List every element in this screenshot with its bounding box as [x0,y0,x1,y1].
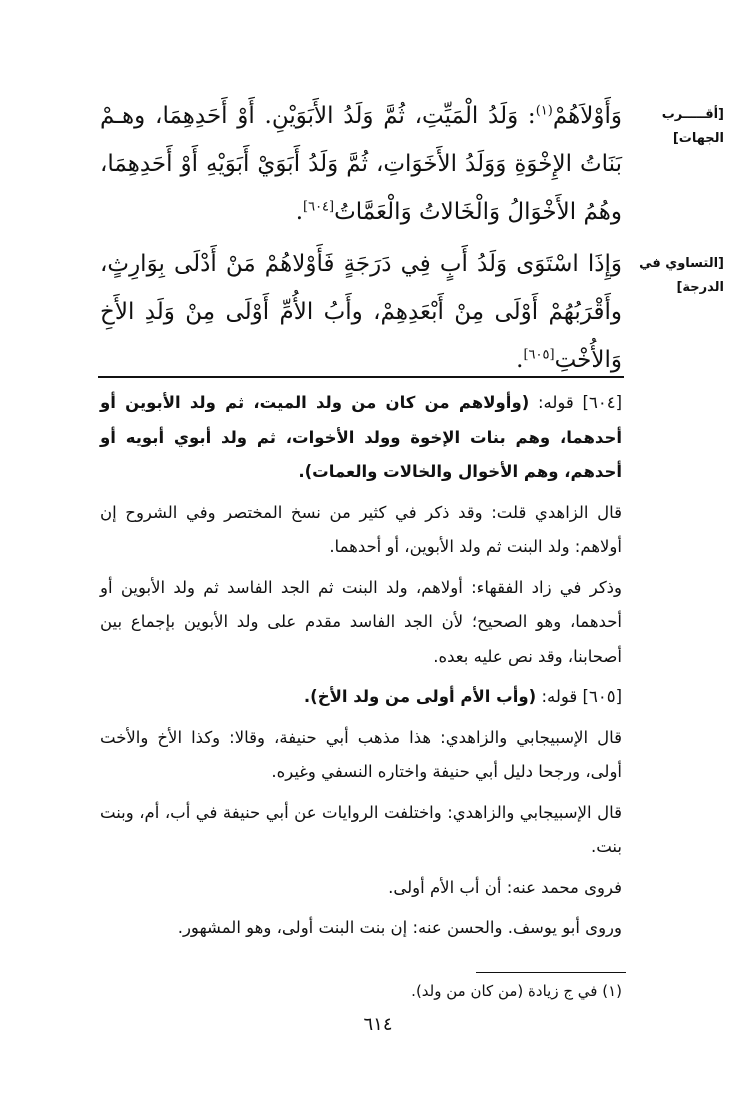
note-label: [٦٠٤] قوله: [537,393,622,412]
main-text-segment: وَأَوْلاَهُمْ [552,103,622,129]
footnote-ref-1: (١) [535,103,553,119]
page-number: ٦١٤ [363,1014,393,1035]
note-605-heading [100,680,622,715]
side-note-equal-degree: [التساوي في الدرجة] [639,256,724,295]
main-text-end: . [516,347,524,373]
note-604-heading [100,386,622,490]
note-ref-604: [٦٠٤] [303,199,335,215]
footnote: (١) في ج زيادة (من كان من ولد). [411,982,622,1000]
note-ref-605: [٦٠٥] [523,347,555,363]
commentary-notes [100,386,622,952]
note-605-para-4: فروى محمد عنه: أن أب الأم أولى. [388,877,622,897]
main-text-segment: وَإِذَا اسْتَوَى وَلَدُ أَبٍ فِي دَرَجَةٍ فَأَوْلاهُمْ مَنْ أَدْلَى بِوَارِثٍ، وأَقْرَبُهُمْ أَوْلَى مِنْ أَبْعَدِهِمْ، وأَبُ الأُمِّ أَوْلَى مِنْ وَلَدِ الأَخِ وَالأُخْتِ [100,251,622,373]
footnote-divider [476,972,626,973]
main-paragraph-2 [100,240,622,384]
side-note-nearest-relatives: [أقـــــرب الجهات] [661,107,724,146]
note-604-para-2: قال الزاهدي قلت: وقد ذكر في كثير من نسخ المختصر وفي الشروح إن أولاهم: ولد البنت ثم ولد الأبوين، أو أحدهما. [100,502,622,556]
main-text-end: . [295,199,304,225]
note-quote: (وأولاهم من كان من ولد الميت، ثم ولد الأبوين أو أحدهما، وهم بنات الإخوة وولد الأخوات، ثم ولد أبوي أبويه أو أحدهم، وهم الأخوال والخالات والعمات). [100,393,622,481]
note-605-para-5: وروى أبو يوسف. والحسن عنه: إن بنت البنت أولى، وهو المشهور. [177,918,622,937]
note-604-para-3: وذكر في زاد الفقهاء: أولاهم، ولد البنت ثم الجد الفاسد ثم ولد الأبوين أو أحدهما، وهو الصحيح؛ لأن الجد الفاسد مقدم على ولد الأبوين بإجماع بين أصحابنا، وقد نص عليه بعده. [100,577,622,666]
note-quote: (وأب الأم أولى من ولد الأخ). [303,687,537,706]
note-label: [٦٠٥] قوله: [541,687,622,706]
section-divider [98,376,624,378]
main-paragraph-1 [100,92,622,236]
note-605-para-3: قال الإسبيجابي والزاهدي: واختلفت الروايات عن أبي حنيفة في أب، أم، وبنت بنت. [100,802,622,856]
main-text-segment: : وَلَدُ الْمَيِّتِ، ثُمَّ وَلَدُ الأَبَوَيْنِ. أَوْ أَحَدِهِمَا، وهـمْ بَنَاتُ الإِخْوَةِ وَوَلَدُ الأَخَوَاتِ، ثُمَّ وَلَدُ أَبَوَيْ أَبَوَيْهِ أَوْ أَحَدِهِمَا، وهُمُ الأَخْوَالُ وَالْخَالاتُ وَالْعَمَّاتُ [100,103,622,225]
note-605-para-2: قال الإسبيجابي والزاهدي: هذا مذهب أبي حنيفة، وقالا: وكذا الأخ والأخت أولى، ورجحا دليل أبي حنيفة واختاره النسفي وغيره. [100,727,622,781]
